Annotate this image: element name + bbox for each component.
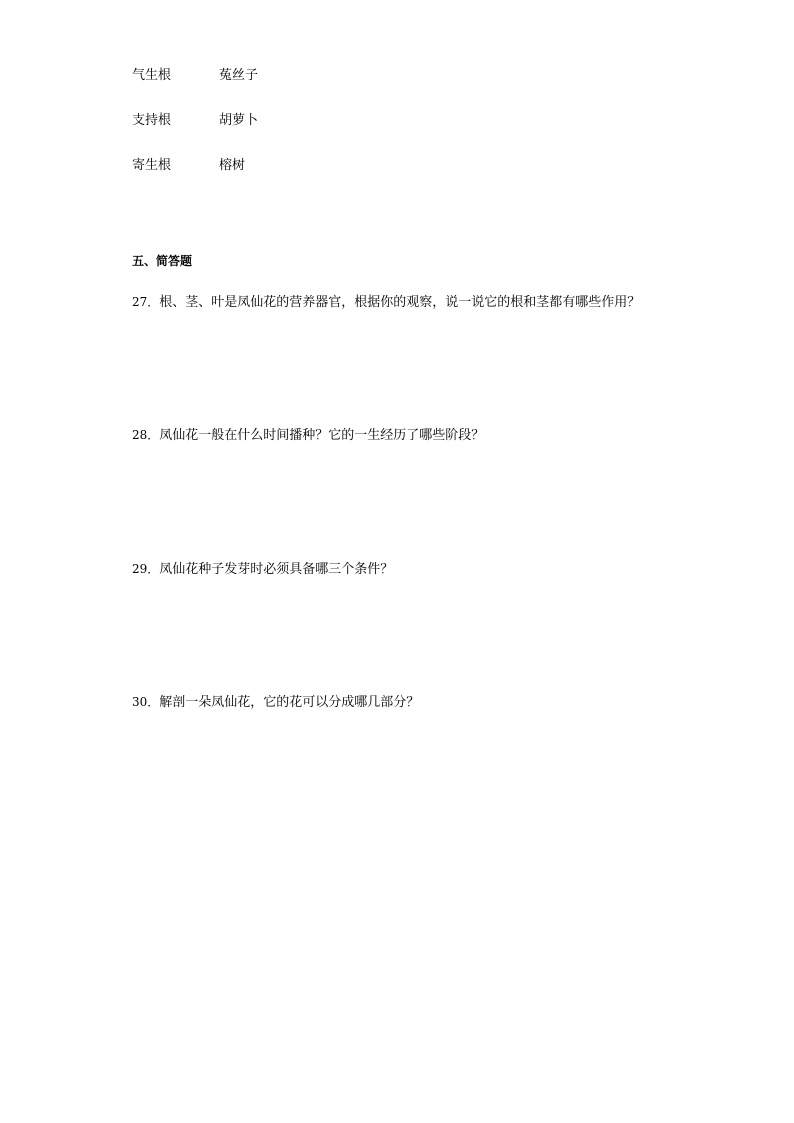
question-text: 解剖一朵凤仙花，它的花可以分成哪几部分？ xyxy=(159,695,420,710)
section-heading: 五、简答题 xyxy=(132,254,193,268)
plant-name-label: 榕树 xyxy=(219,158,246,173)
question-28 xyxy=(132,425,484,446)
root-type-label: 支持根 xyxy=(132,113,172,128)
question-30 xyxy=(132,692,419,713)
root-type-label: 寄生根 xyxy=(132,158,172,173)
question-number: 30． xyxy=(132,695,160,709)
question-number: 28． xyxy=(132,428,160,442)
question-number: 27． xyxy=(132,295,160,309)
question-27 xyxy=(132,292,640,313)
question-number: 29． xyxy=(132,562,160,576)
plant-name-label: 菟丝子 xyxy=(219,68,259,83)
question-text: 凤仙花一般在什么时间播种？它的一生经历了哪些阶段？ xyxy=(159,428,485,443)
plant-name-label: 胡萝卜 xyxy=(219,113,259,128)
question-text: 凤仙花种子发芽时必须具备哪三个条件？ xyxy=(159,562,394,577)
question-text: 根、茎、叶是凤仙花的营养器官，根据你的观察，说一说它的根和茎都有哪些作用？ xyxy=(159,295,641,310)
root-type-label: 气生根 xyxy=(132,68,172,83)
question-29 xyxy=(132,559,393,580)
